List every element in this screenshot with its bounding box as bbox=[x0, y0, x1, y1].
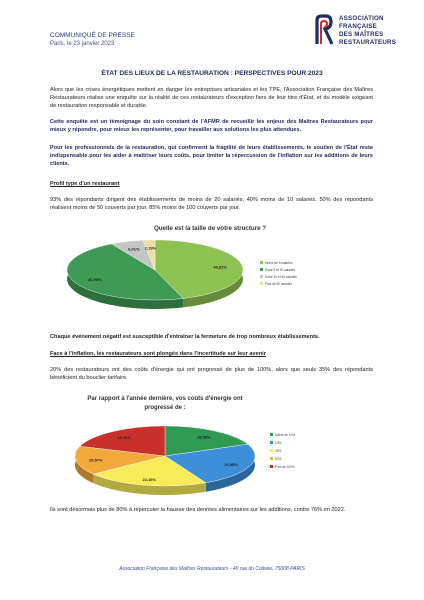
legend-label: Entre 5 et 20 salariés bbox=[265, 268, 296, 272]
pie-slice-label: 6,01% bbox=[128, 246, 140, 252]
chart-energy-cost bbox=[60, 388, 360, 500]
chart-title: progressé de : bbox=[144, 405, 186, 411]
chart-structure-size bbox=[60, 218, 360, 323]
section-heading-profile: Profil type d'un restaurant bbox=[50, 181, 120, 187]
chart-title: Quelle est la taille de votre structure ? bbox=[153, 225, 267, 232]
legend-label: Plus de 50 salariés bbox=[265, 282, 292, 286]
intro-support-paragraph: Pour les professionnels de la restauration, qui confirment la fragilité de leurs établissements, le soutien de l'État reste indispensable pour les aider à maîtriser leurs coûts, pour limiter la répercussion de l'inflation sur les additions de leurs clients. bbox=[50, 145, 373, 167]
legend-label: Moins de 10% bbox=[275, 433, 296, 437]
legend-label: 25% bbox=[275, 449, 282, 453]
pie-slice-label: 23,95% bbox=[224, 461, 238, 467]
legend-label: 10% bbox=[275, 441, 282, 445]
pie-slice-label: 46,99% bbox=[87, 277, 102, 283]
closure-risk-statement: Chaque événement négatif est susceptible d'entraîner la fermeture de trop nombreux établissements. bbox=[50, 334, 320, 340]
legend-swatch bbox=[260, 268, 263, 271]
legend-swatch bbox=[260, 261, 263, 264]
section-heading-inflation: Face à l'inflation, les restaurateurs sont plongés dans l'incertitude sur leur avenir bbox=[50, 351, 266, 357]
press-release-date: Paris, le 23 janvier 2023 bbox=[50, 41, 115, 47]
legend-swatch bbox=[260, 282, 263, 285]
legend-swatch bbox=[270, 441, 273, 444]
pie-slice-label: 18,58% bbox=[196, 434, 211, 440]
document-title: ÉTAT DES LIEUX DE LA RESTAURATION : PERSPECTIVES POUR 2023 bbox=[101, 70, 323, 77]
section-profile-text: 93% des répondants dirigent des établissements de moins de 20 salariés, 40% moins de 10 salariés. 50% des répondants réalisent moins de 50 couverts par jour, 85% moins de 100 couverts par jour. bbox=[50, 197, 373, 211]
pie-slice-label: 19,76% bbox=[117, 434, 131, 440]
press-release-label: COMMUNIQUÉ DE PRESSE bbox=[50, 32, 135, 39]
legend-swatch bbox=[270, 449, 273, 452]
legend-label: 50% bbox=[275, 457, 282, 461]
pie-slice-label: 44,81% bbox=[213, 264, 227, 270]
footer-address: Association Française des Maîtres Restaurateurs - 40 rue du Colisée, 75008 PARIS bbox=[119, 566, 305, 572]
legend-swatch bbox=[270, 433, 273, 436]
legend-label: Moins de 5 salariés bbox=[265, 261, 293, 265]
pie-slice-label: 15,57% bbox=[88, 457, 103, 463]
legend-swatch bbox=[270, 457, 273, 460]
pie-slice-label: 22,16% bbox=[142, 476, 157, 482]
legend-swatch bbox=[270, 465, 273, 468]
pie-slice-label: 2,19% bbox=[144, 245, 157, 251]
section-inflation-text: 20% des restaurateurs ont des coûts d'énergie qui ont progressé de plus de 100%, alors que seuls 35% des répondants bénéficient du bouclier tarifaire. bbox=[50, 367, 373, 381]
logo-text: ASSOCIATION FRANÇAISE DES MAÎTRES RESTAURATEURS bbox=[339, 15, 397, 46]
afmr-logo bbox=[313, 14, 423, 54]
legend-label: Plus de 100% bbox=[275, 465, 295, 469]
chart-title: Par rapport à l'année dernière, vos coûts d'énergie ont bbox=[87, 396, 243, 402]
legend-label: Entre 20 et 50 salariés bbox=[265, 275, 297, 279]
logo-mark-icon bbox=[313, 14, 335, 48]
intro-paragraph: Alors que les crises énergétiques mettent en danger les entreprises artisanales et les TPE, l'Association Française des Maîtres Restaurateurs réalise une enquête sur la réalité de ces restaurateurs d'exception fiers de leur titre d'État, et du modèle exigeant de restauration responsable et durable. bbox=[50, 87, 373, 109]
closing-paragraph: Ils sont désormais plus de 80% à répercuter la hausse des denrées alimentaires sur les additions, contre 76% en 2022. bbox=[50, 507, 346, 513]
legend-swatch bbox=[260, 275, 263, 278]
intro-survey-paragraph: Cette enquête est un témoignage du soin constant de l'AFMR de recueillir les enjeux des Maîtres Restaurateurs pour mieux y répondre, pour mieux les représenter, pour travailler aux solutions les plus attendues. bbox=[50, 119, 373, 133]
